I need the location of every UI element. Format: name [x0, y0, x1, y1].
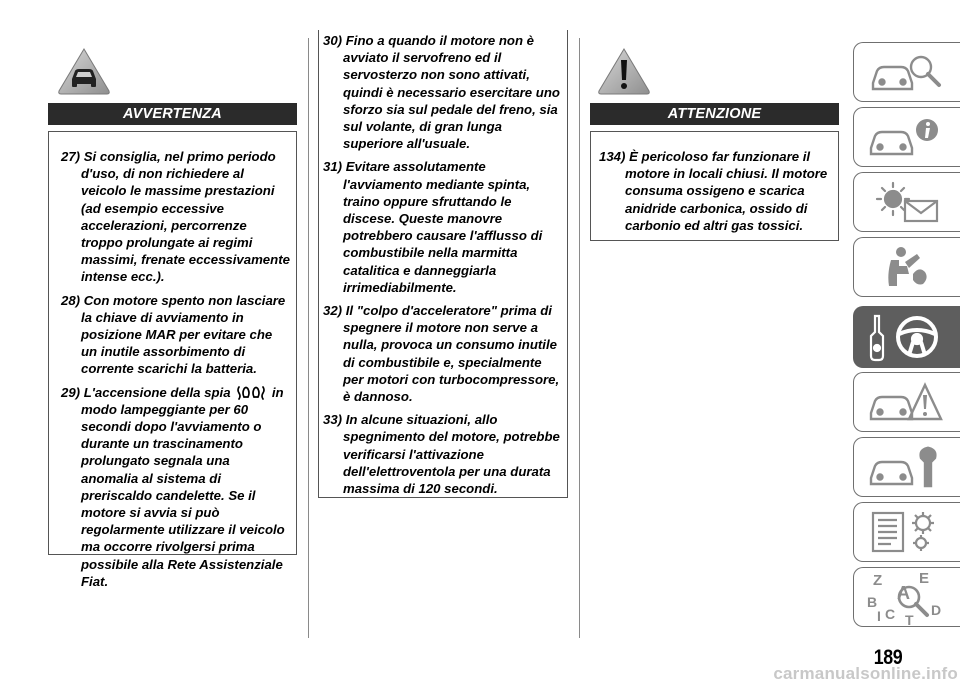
tab-vehicle-info[interactable]	[853, 107, 960, 167]
glow-plug-icon	[236, 385, 266, 400]
car-info-icon	[867, 114, 947, 160]
car-warning-icon	[56, 46, 112, 96]
svg-text:Z: Z	[873, 572, 883, 589]
svg-text:I: I	[877, 608, 881, 624]
alphabetical-index-icon	[865, 569, 949, 625]
column-divider-right	[579, 38, 580, 638]
page-number: 189	[873, 646, 903, 669]
continuation-notes	[323, 32, 563, 497]
watermark: carmanualsonline.info	[773, 664, 958, 683]
svg-text:C: C	[885, 606, 896, 622]
avvertenza-box	[48, 131, 297, 589]
car-magnifier-icon	[867, 49, 947, 95]
exclamation-warning-icon	[596, 46, 652, 96]
attenzione-title-bar: ATTENZIONE	[590, 103, 839, 125]
avvertenza-title-bar: AVVERTENZA	[48, 103, 297, 125]
svg-text:D: D	[931, 602, 942, 618]
note-27: 27) Si consiglia, nel primo periodo d'uso, di non richiedere al veicolo le massime prestazioni (ad esempio eccessive accelerazioni, percorrenze troppo prolungate ai regimi massimi, frenate eccessivamente intense ecc.).	[61, 149, 290, 285]
note-31: 31) Evitare assolutamente l'avviamento mediante spinta, traino oppure sfruttando le discese. Queste manovre potrebbero causare l'afflusso di combustibile nella marmitta catalitica e danneggiarla irrimediabilmente.	[323, 159, 543, 295]
svg-text:T: T	[905, 612, 914, 625]
car-emergency-icon	[867, 379, 947, 425]
tab-knowing-the-car[interactable]	[853, 42, 960, 102]
tab-index[interactable]	[853, 567, 960, 627]
tab-technical-data[interactable]	[853, 502, 960, 562]
note-30: 30) Fino a quando il motore non è avviato il servofreno ed il servosterzo non sono attivati, quindi è necessario esercitare uno sforzo sia sul pedale del freno, sia sul volante, di gran lunga superiore all'usuale.	[323, 33, 560, 152]
tab-warning-lights[interactable]	[853, 172, 960, 232]
avvertenza-notes	[61, 148, 290, 590]
svg-text:A: A	[897, 583, 910, 603]
attenzione-box	[590, 131, 839, 241]
key-steering-wheel-icon	[865, 312, 949, 362]
svg-text:B: B	[867, 594, 878, 610]
tab-safety[interactable]	[853, 237, 960, 297]
attenzione-notes	[599, 148, 832, 234]
tab-starting-driving[interactable]	[853, 306, 960, 368]
continuation-box	[318, 30, 568, 498]
note-28: 28) Con motore spento non lasciare la chiave di avviamento in posizione MAR per evitare che un inutile assorbimento di corrente scarichi la batteria.	[61, 292, 286, 377]
seat-airbag-icon	[867, 244, 947, 290]
tab-maintenance[interactable]	[853, 437, 960, 497]
warning-lights-icon	[867, 179, 947, 225]
svg-text:E: E	[919, 570, 930, 587]
note-32: 32) Il "colpo d'acceleratore" prima di spegnere il motore non serve a nulla, provoca un consumo inutile di combustibile e, specialmente per motori con turbocompressore, è dannoso.	[323, 303, 560, 405]
note-29: 29) L'accensione della spia in modo lampeggiante per 60 secondi dopo l'avviamento o durante un trascinamento prolungato segnala una anomalia al sistema di preriscaldo candelette. Se il motore si avvia si può regolarmente utilizzare il veicolo ma occorre rivolgersi prima possibile alla Rete Assistenziale Fiat.	[61, 384, 285, 589]
data-gears-icon	[867, 509, 947, 555]
note-134: 134) È pericoloso far funzionare il motore in locali chiusi. Il motore consuma ossigeno e scarica anidride carbonica, ossido di carbonio ed altri gas tossici.	[599, 149, 828, 233]
column-divider-left	[308, 38, 309, 638]
car-wrench-icon	[867, 444, 947, 490]
tab-in-emergency[interactable]	[853, 372, 960, 432]
note-33: 33) In alcune situazioni, allo spegnimento del motore, potrebbe verificarsi l'attivazione dell'elettroventola per una durata massima di 120 secondi.	[323, 412, 560, 497]
